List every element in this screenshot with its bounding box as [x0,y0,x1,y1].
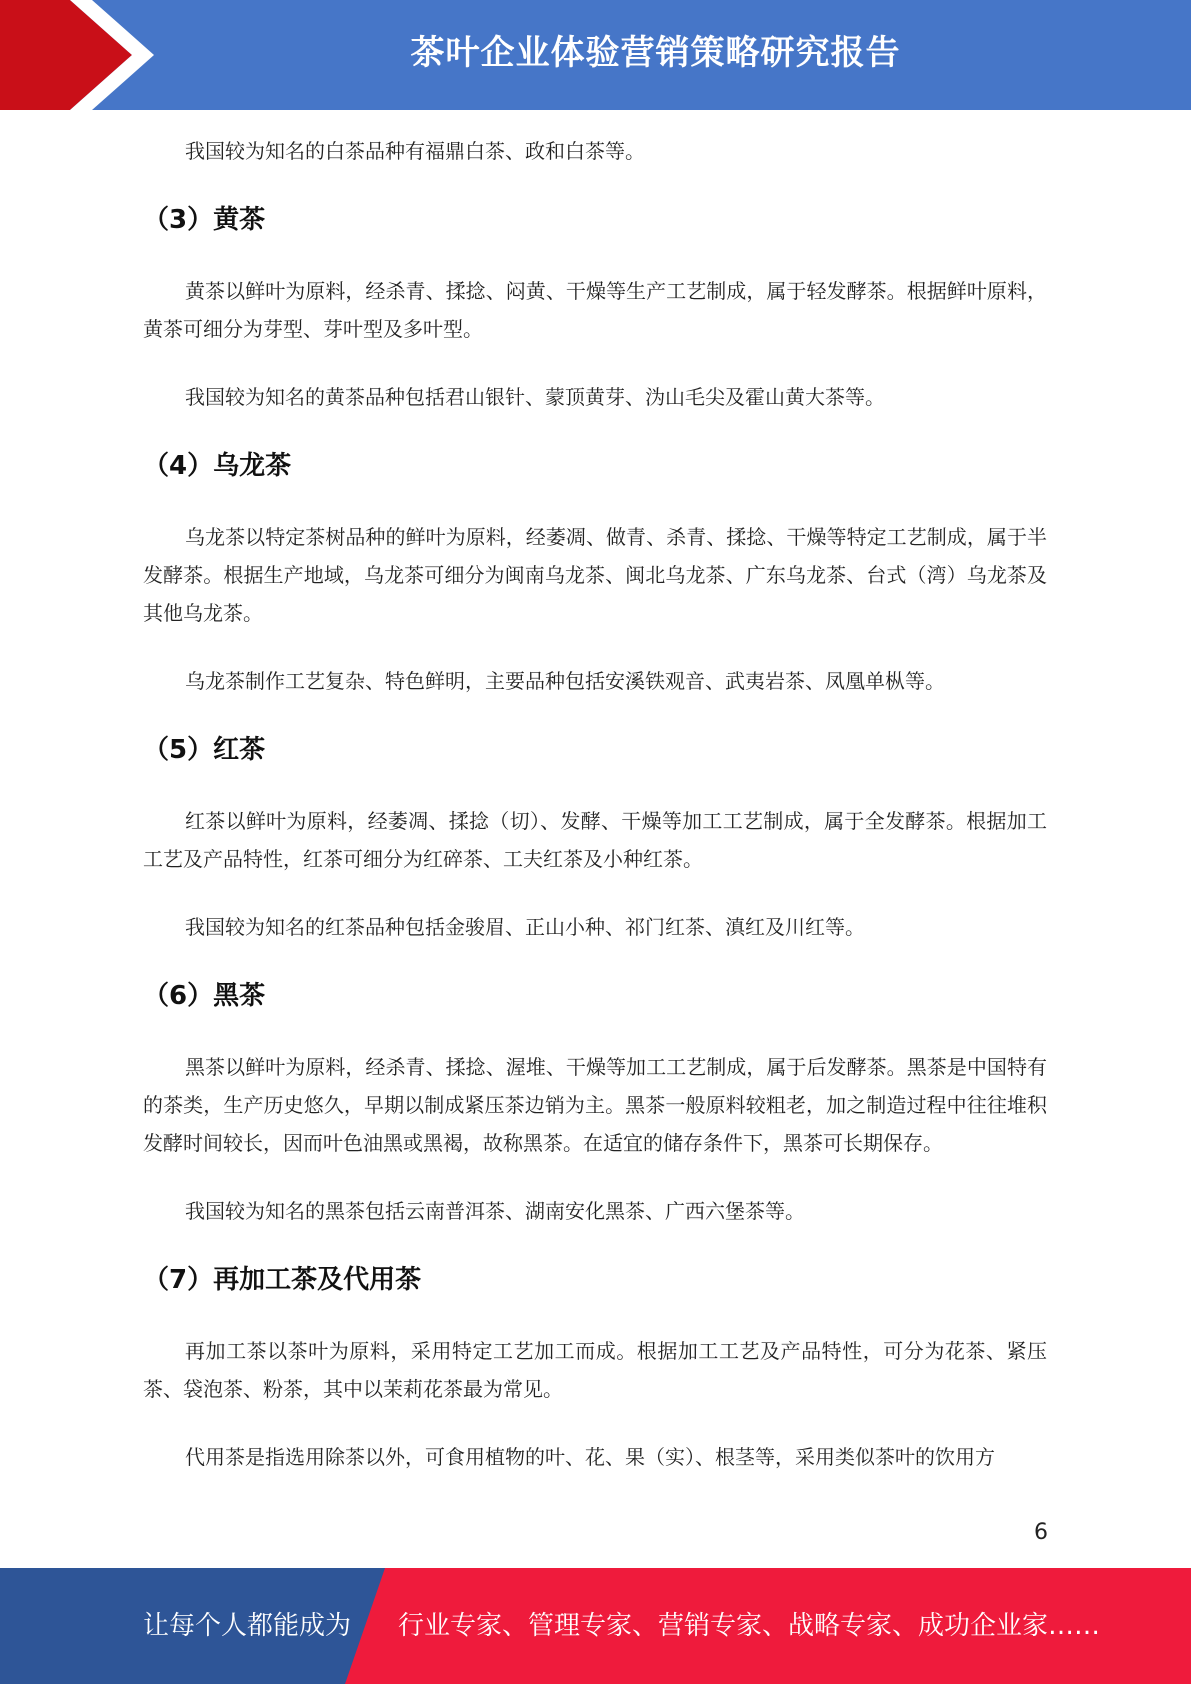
heading-dark-tea: （6）黑茶 [143,981,266,1011]
page-number: 6 [1034,1520,1048,1545]
paragraph-dark-tea-varieties: 我国较为知名的黑茶包括云南普洱茶、湖南安化黑茶、广西六堡茶等。 [185,1199,805,1223]
heading-oolong-tea: （4）乌龙茶 [143,451,292,481]
footer-slogan-left: 让每个人都能成为 [143,1611,352,1641]
page-title: 茶叶企业体验营销策略研究报告 [410,33,901,73]
paragraph-reprocessed-tea: 再加工茶以茶叶为原料，采用特定工艺加工而成。根据加工工艺及产品特性，可分为花茶、紧压茶、袋泡茶、粉茶，其中以茉莉花茶最为常见。 [143,1339,1047,1401]
paragraph-yellow-tea-process: 黄茶以鲜叶为原料，经杀青、揉捻、闷黄、干燥等生产工艺制成，属于轻发酵茶。根据鲜叶原料，黄茶可细分为芽型、芽叶型及多叶型。 [143,279,1047,341]
footer-slogan-right: 行业专家、管理专家、营销专家、战略专家、成功企业家…… [398,1611,1101,1641]
paragraph-substitute-tea: 代用茶是指选用除茶以外，可食用植物的叶、花、果（实）、根茎等，采用类似茶叶的饮用方 [185,1445,995,1469]
paragraph-black-tea-varieties: 我国较为知名的红茶品种包括金骏眉、正山小种、祁门红茶、滇红及川红等。 [185,915,865,939]
heading-yellow-tea: （3）黄茶 [143,205,266,235]
header-red-block [0,0,132,110]
paragraph-dark-tea-process: 黑茶以鲜叶为原料，经杀青、揉捻、渥堆、干燥等加工工艺制成，属于后发酵茶。黑茶是中国特有的茶类，生产历史悠久，早期以制成紧压茶边销为主。黑茶一般原料较粗老，加之制造过程中往往堆积发酵时间较长，因而叶色油黑或黑褐，故称黑茶。在适宜的储存条件下，黑茶可长期保存。 [143,1055,1047,1155]
paragraph-oolong-tea-process: 乌龙茶以特定茶树品种的鲜叶为原料，经萎凋、做青、杀青、揉捻、干燥等特定工艺制成，属于半发酵茶。根据生产地域，乌龙茶可细分为闽南乌龙茶、闽北乌龙茶、广东乌龙茶、台式（湾）乌龙茶及其他乌龙茶。 [143,525,1047,625]
paragraph-oolong-tea-varieties: 乌龙茶制作工艺复杂、特色鲜明，主要品种包括安溪铁观音、武夷岩茶、凤凰单枞等。 [185,669,945,693]
page-footer [0,1568,1191,1684]
paragraph-black-tea-process: 红茶以鲜叶为原料，经萎凋、揉捻（切）、发酵、干燥等加工工艺制成，属于全发酵茶。根据加工工艺及产品特性，红茶可细分为红碎茶、工夫红茶及小种红茶。 [143,809,1047,871]
page-header [0,0,1191,110]
paragraph-yellow-tea-varieties: 我国较为知名的黄茶品种包括君山银针、蒙顶黄芽、沩山毛尖及霍山黄大茶等。 [185,385,885,409]
document-body [143,132,1047,1476]
heading-black-tea: （5）红茶 [143,735,266,765]
heading-reprocessed-tea: （7）再加工茶及代用茶 [143,1265,422,1295]
paragraph-white-tea-varieties: 我国较为知名的白茶品种有福鼎白茶、政和白茶等。 [185,139,645,163]
